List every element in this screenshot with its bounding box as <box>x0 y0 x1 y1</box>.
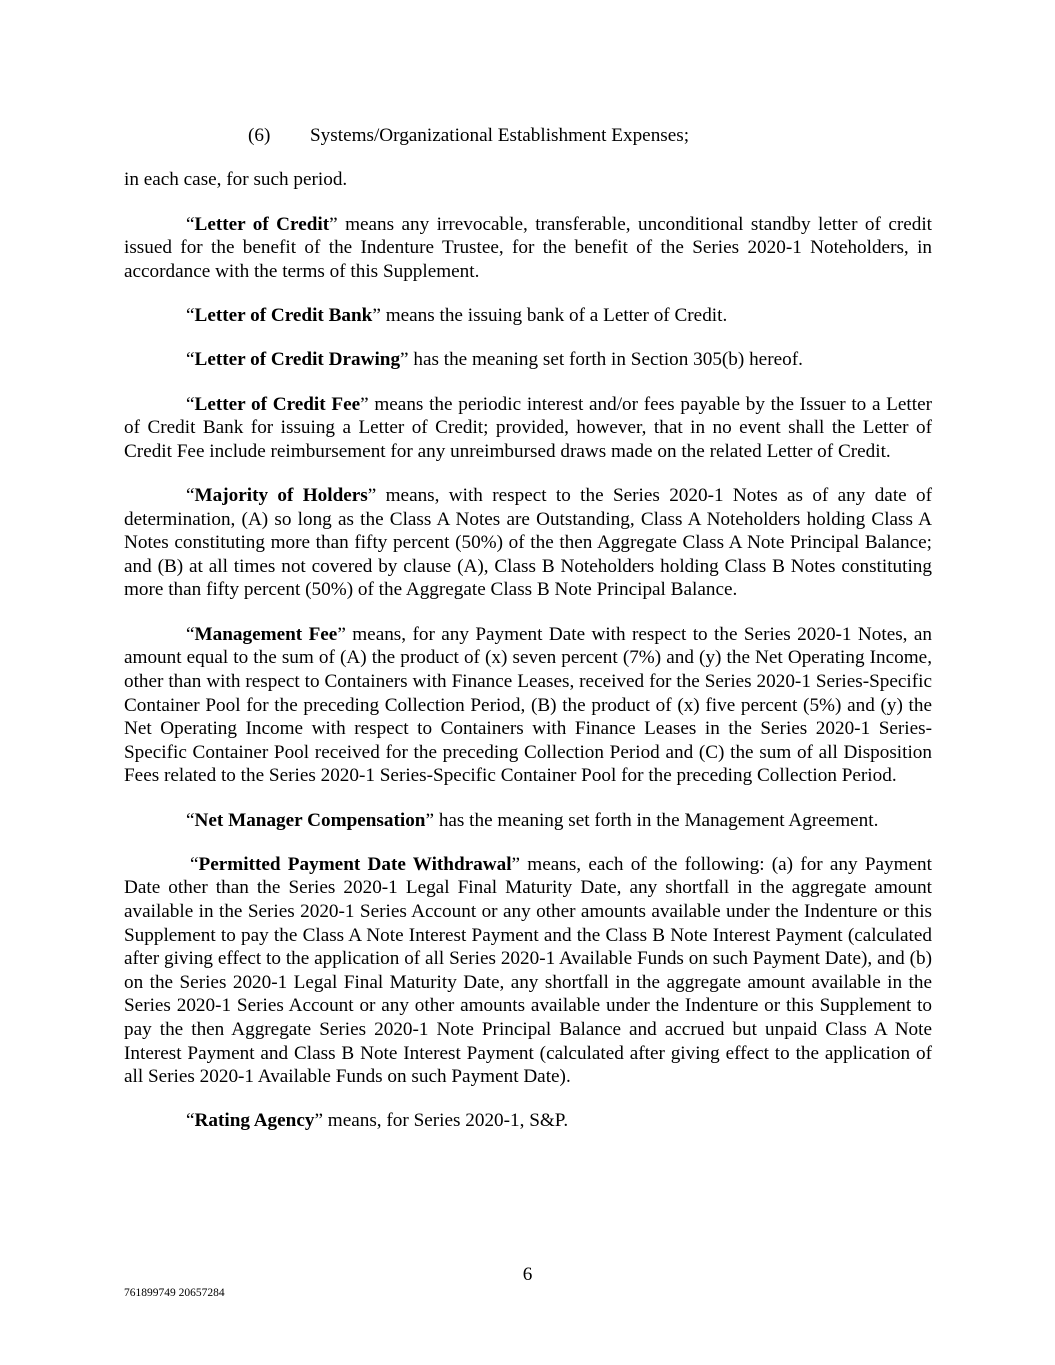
document-page <box>124 124 932 1154</box>
close-quote: ” <box>425 809 435 831</box>
definition-rating-agency <box>124 1109 932 1133</box>
definition-text: means, for Series 2020-1, S&P. <box>322 1110 569 1132</box>
close-quote: ” <box>329 213 338 235</box>
close-quote: ” <box>511 853 521 875</box>
defined-term: Rating Agency <box>194 1110 315 1132</box>
definition-letter-of-credit-fee <box>124 393 932 464</box>
defined-term: Letter of Credit <box>194 213 330 235</box>
open-quote: “ <box>186 1110 195 1132</box>
defined-term: Letter of Credit Fee <box>194 393 361 415</box>
definition-text: means, each of the following: (a) for any Payment Date other than the Series 2020-1 Legal Final Maturity Date, any shortfall in the aggregate amount available in the Series 2020-1 Series Account or any other amounts available under the Indenture or this Supplement to pay the Class A Note Interest Payment and the Class B Note Interest Payment (calculated after giving effect to the application of all Series 2020-1 Available Funds on such Payment Date), and (b) on the Series 2020-1 Legal Final Maturity Date, any shortfall in the aggregate amount available in the Series 2020-1 Series Account or any other amounts available under the Indenture or this Supplement to pay the then Aggregate Series 2020-1 Note Principal Balance and accrued but unpaid Class A Note Interest Payment and Class B Note Interest Payment (calculated after giving effect to the application of all Series 2020-1 Available Funds on such Payment Date). <box>124 853 932 1088</box>
definition-text: has the meaning set forth in the Management Agreement. <box>434 809 879 831</box>
list-item-number: (6) <box>248 125 271 146</box>
page-number: 6 <box>522 1264 533 1285</box>
close-quote: ” <box>337 623 346 645</box>
definition-text: means, for any Payment Date with respect to the Series 2020-1 Notes, an amount equal to the sum of (A) the product of (x) seven percent (7%) and (y) the Net Operating Income, other than with respect to Containers with Finance Leases, received for the Series 2020-1 Series-Specific Container Pool for the preceding Collection Period, (B) the product of (x) five percent (5%) and (y) the Net Operating Income with respect to Containers with Finance Leases in the Series 2020-1 Series-Specific Container Pool received for the preceding Collection Period and (C) the sum of all Disposition Fees related to the Series 2020-1 Series-Specific Container Pool for the preceding Collection Period. <box>124 623 932 787</box>
open-quote: “ <box>186 349 195 371</box>
definition-majority-of-holders <box>124 484 932 602</box>
close-quote: ” <box>314 1110 323 1132</box>
open-quote: “ <box>186 485 195 507</box>
close-quote: ” <box>360 393 369 415</box>
defined-term: Permitted Payment Date Withdrawal <box>198 853 512 875</box>
open-quote: “ <box>186 809 195 831</box>
open-quote: “ <box>190 853 199 875</box>
open-quote: “ <box>186 305 195 327</box>
list-item-text: Systems/Organizational Establishment Expenses; <box>310 125 690 146</box>
defined-term: Letter of Credit Bank <box>194 305 373 327</box>
definition-text: means the issuing bank of a Letter of Credit. <box>380 305 728 327</box>
document-id: 761899749 20657284 <box>124 1287 225 1299</box>
open-quote: “ <box>186 623 195 645</box>
defined-term: Management Fee <box>194 623 338 645</box>
defined-term: Letter of Credit Drawing <box>194 349 401 371</box>
close-quote: ” <box>367 485 377 507</box>
close-quote: ” <box>372 305 381 327</box>
definition-letter-of-credit-bank <box>124 304 932 328</box>
definition-text: means the periodic interest and/or fees payable by the Issuer to a Letter of Credit Bank for issuing a Letter of Credit; provided, however, that in no event shall the Letter of Credit Fee include reimbursement for any unreimbursed draws made on the related Letter of Credit. <box>124 393 932 462</box>
defined-term: Net Manager Compensation <box>194 809 426 831</box>
definition-permitted-payment-date-withdrawal <box>124 853 932 1089</box>
open-quote: “ <box>186 213 195 235</box>
defined-term: Majority of Holders <box>194 485 368 507</box>
open-quote: “ <box>186 393 195 415</box>
definition-letter-of-credit <box>124 213 932 284</box>
trailing-text: in each case, for such period. <box>124 169 348 191</box>
close-quote: ” <box>400 349 409 371</box>
definition-text: means, with respect to the Series 2020-1 Notes as of any date of determination, (A) so long as the Class A Notes are Outstanding, Class A Noteholders holding Class A Notes constituting more than fifty percent (50%) of the then Aggregate Class A Note Principal Balance; and (B) at all times not covered by clause (A), Class B Noteholders holding Class B Notes constituting more than fifty percent (50%) of the Aggregate Class B Note Principal Balance. <box>124 485 932 601</box>
list-item <box>124 124 932 148</box>
definition-text: has the meaning set forth in Section 305(b) hereof. <box>408 349 803 371</box>
definition-text: means any irrevocable, transferable, unconditional standby letter of credit issued for the benefit of the Indenture Trustee, for the benefit of the Series 2020-1 Noteholders, in accordance with the terms of this Supplement. <box>124 213 932 282</box>
definition-net-manager-compensation <box>124 809 932 833</box>
definition-management-fee <box>124 623 932 788</box>
definition-letter-of-credit-drawing <box>124 348 932 372</box>
